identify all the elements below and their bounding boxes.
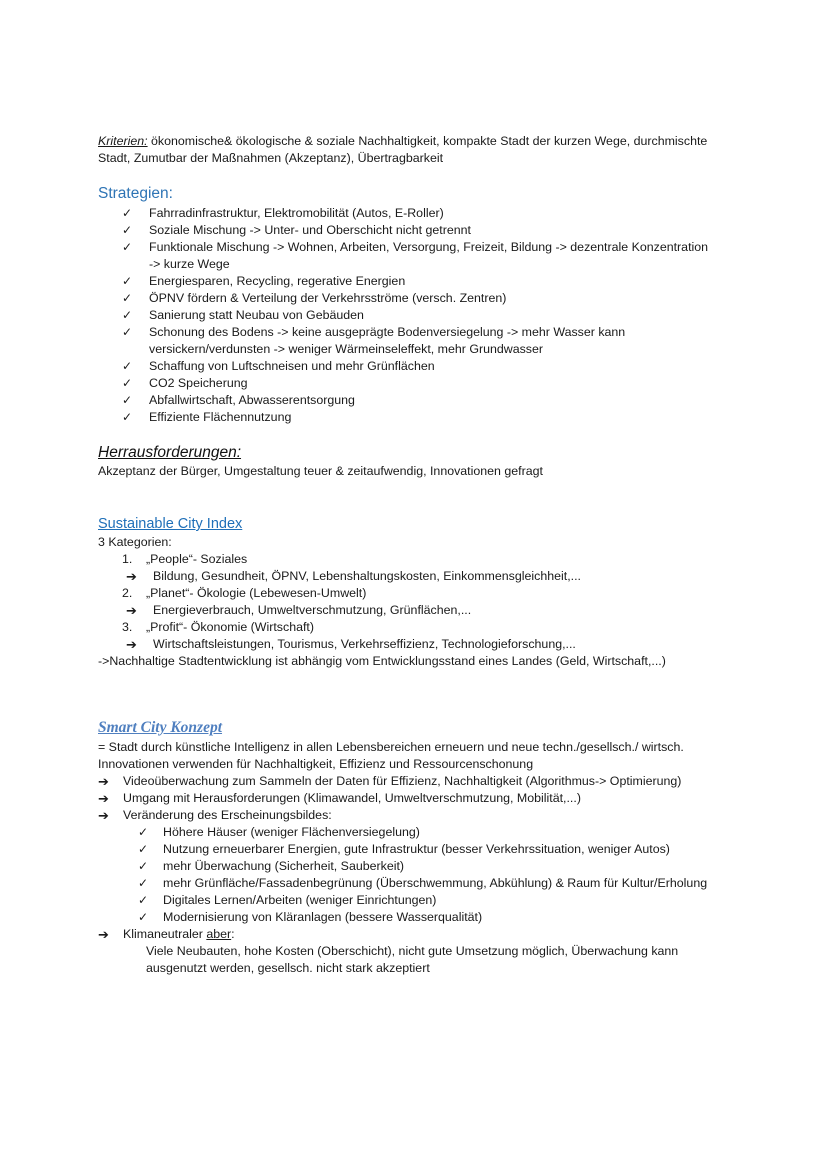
strategies-heading: Strategien:: [98, 185, 173, 202]
smart-point-text: Veränderung des Erscheinungsbildes:: [123, 808, 332, 822]
arrow-icon: ➔: [98, 808, 109, 823]
smart-change-text: Modernisierung von Kläranlagen (bessere Wasserqualität): [163, 910, 483, 924]
neutral-text-line2: ausgenutzt werden, gesellsch. nicht stark akzeptiert: [146, 961, 430, 975]
arrow-icon: ➔: [98, 774, 109, 789]
checkmark-icon: ✓: [122, 291, 133, 305]
checkmark-icon: ✓: [122, 393, 133, 407]
strategy-item: [122, 375, 749, 392]
smart-definition-line1: = Stadt durch künstliche Intelligenz in allen Lebensbereichen erneuern und neue techn./gesellsch./ wirtsch.: [98, 740, 684, 754]
smart-point-text: Umgang mit Herausforderungen (Klimawandel, Umweltverschmutzung, Mobilität,...): [123, 791, 581, 805]
strategy-item-text: versickern/verdunsten -> weniger Wärmeinseleffekt, mehr Grundwasser: [149, 342, 544, 356]
strategy-item: [122, 239, 749, 273]
checkmark-icon: ✓: [122, 308, 133, 322]
smart-change-text: Nutzung erneuerbarer Energien, gute Infrastruktur (besser Verkehrssituation, weniger Autos): [163, 842, 670, 856]
checkmark-icon: ✓: [122, 240, 133, 254]
neutral-aber: aber: [206, 927, 232, 941]
neutral-text-line1: Viele Neubauten, hohe Kosten (Oberschicht), nicht gute Umsetzung möglich, Überwachung kann: [146, 944, 679, 958]
smart-point: [98, 790, 748, 807]
arrow-icon: ➔: [126, 603, 137, 618]
criteria-paragraph: [98, 133, 748, 167]
challenges-heading: Herrausforderungen:: [98, 444, 242, 461]
arrow-icon: ➔: [98, 927, 109, 942]
arrow-icon: ➔: [98, 791, 109, 806]
criteria-text-line2: Stadt, Zumutbar der Maßnahmen (Akzeptanz), Übertragbarkeit: [98, 151, 444, 165]
strategy-item-text: ÖPNV fördern & Verteilung der Verkehrsströme (versch. Zentren): [149, 291, 507, 305]
strategy-item-text: Soziale Mischung -> Unter- und Oberschicht nicht getrennt: [149, 223, 471, 237]
checkmark-icon: ✓: [122, 376, 133, 390]
smart-change-text: Digitales Lernen/Arbeiten (weniger Einrichtungen): [163, 893, 437, 907]
strategy-item: [122, 222, 749, 239]
checkmark-icon: ✓: [122, 223, 133, 237]
sci-category-detail: Energieverbrauch, Umweltverschmutzung, Grünflächen,...: [153, 603, 472, 617]
smart-change-item: [98, 841, 748, 858]
smart-definition-line2: Innovationen verwenden für Nachhaltigkeit, Effizienz und Ressourcenschonung: [98, 757, 534, 771]
smart-point-text: Videoüberwachung zum Sammeln der Daten für Effizienz, Nachhaltigkeit (Algorithmus-> Optimierung): [123, 774, 682, 788]
strategy-item-text: Abfallwirtschaft, Abwasserentsorgung: [149, 393, 355, 407]
checkmark-icon: ✓: [138, 825, 149, 839]
smart-points-list: [98, 773, 748, 824]
checkmark-icon: ✓: [122, 325, 133, 339]
strategy-item: [122, 307, 749, 324]
sci-category-title-row: [98, 585, 748, 602]
sci-category-title: „People“- Soziales: [146, 552, 248, 566]
checkmark-icon: ✓: [122, 206, 133, 220]
strategy-item: [122, 358, 749, 375]
strategy-item-text: Fahrradinfrastruktur, Elektromobilität (Autos, E-Roller): [149, 206, 444, 220]
smart-neutral-text: [146, 943, 746, 977]
smart-point: [98, 807, 748, 824]
checkmark-icon: ✓: [122, 359, 133, 373]
sci-categories: [98, 551, 748, 653]
sci-category-detail: Wirtschaftsleistungen, Tourismus, Verkehrseffizienz, Technologieforschung,...: [153, 637, 576, 651]
strategy-item: [122, 273, 749, 290]
strategy-item: [122, 392, 749, 409]
strategy-item-text: Schaffung von Luftschneisen und mehr Grünflächen: [149, 359, 435, 373]
criteria-text: ökonomische& ökologische & soziale Nachhaltigkeit, kompakte Stadt der kurzen Wege, durchmischte: [147, 134, 708, 148]
sci-category-number: 2.: [122, 586, 133, 600]
strategy-item-text: -> kurze Wege: [149, 257, 230, 271]
sci-category-detail-row: [98, 602, 748, 619]
smart-change-text: mehr Grünfläche/Fassadenbegrünung (Überschwemmung, Abkühlung) & Raum für Kultur/Erholung: [163, 876, 708, 890]
strategy-item-text: Effiziente Flächennutzung: [149, 410, 292, 424]
checkmark-icon: ✓: [122, 410, 133, 424]
strategy-item-text: Funktionale Mischung -> Wohnen, Arbeiten, Versorgung, Freizeit, Bildung -> dezentrale Konzentration: [149, 240, 709, 254]
smart-change-text: mehr Überwachung (Sicherheit, Sauberkeit): [163, 859, 405, 873]
strategy-item-text: Energiesparen, Recycling, regerative Energien: [149, 274, 406, 288]
smart-city-definition: [98, 739, 748, 773]
criteria-label: Kriterien:: [98, 134, 148, 148]
smart-city-heading: Smart City Konzept: [98, 719, 223, 736]
sci-category-detail-row: [98, 636, 748, 653]
sci-category-detail-row: [98, 568, 748, 585]
strategy-item: [122, 324, 749, 358]
checkmark-icon: ✓: [122, 274, 133, 288]
checkmark-icon: ✓: [138, 876, 149, 890]
smart-change-item: [98, 892, 748, 909]
neutral-label: Klimaneutraler: [123, 927, 207, 941]
smart-point: [98, 773, 748, 790]
smart-change-item: [98, 858, 748, 875]
sci-conclusion: ->Nachhaltige Stadtentwicklung ist abhängig vom Entwicklungsstand eines Landes (Geld, Wirtschaft,...): [98, 654, 666, 668]
strategy-item: [122, 205, 749, 222]
checkmark-icon: ✓: [138, 893, 149, 907]
smart-changes-list: [98, 824, 748, 926]
checkmark-icon: ✓: [138, 910, 149, 924]
strategy-item-text: Sanierung statt Neubau von Gebäuden: [149, 308, 364, 322]
sci-intro: 3 Kategorien:: [98, 535, 172, 549]
checkmark-icon: ✓: [138, 859, 149, 873]
smart-change-item: [98, 909, 748, 926]
smart-change-item: [98, 875, 748, 892]
sci-category-number: 1.: [122, 552, 133, 566]
sci-category-detail: Bildung, Gesundheit, ÖPNV, Lebenshaltungskosten, Einkommensgleichheit,...: [153, 569, 581, 583]
sci-category-title-row: [98, 551, 748, 568]
strategy-item-text: Schonung des Bodens -> keine ausgeprägte Bodenversiegelung -> mehr Wasser kann: [149, 325, 626, 339]
checkmark-icon: ✓: [138, 842, 149, 856]
sci-category-title-row: [98, 619, 748, 636]
strategy-item-text: CO2 Speicherung: [149, 376, 248, 390]
strategies-list: [122, 205, 749, 426]
strategy-item: [122, 290, 749, 307]
sustainable-city-index-heading: Sustainable City Index: [98, 516, 243, 532]
arrow-icon: ➔: [126, 569, 137, 584]
sci-category-title: „Planet“- Ökologie (Lebewesen-Umwelt): [146, 586, 367, 600]
sci-category-title: „Profit“- Ökonomie (Wirtschaft): [146, 620, 314, 634]
strategy-item: [122, 409, 749, 426]
smart-change-text: Höhere Häuser (weniger Flächenversiegelung): [163, 825, 420, 839]
arrow-icon: ➔: [126, 637, 137, 652]
sci-category-number: 3.: [122, 620, 133, 634]
smart-change-item: [98, 824, 748, 841]
neutral-colon: :: [231, 927, 235, 941]
challenges-text: Akzeptanz der Bürger, Umgestaltung teuer & zeitaufwendig, Innovationen gefragt: [98, 464, 543, 478]
